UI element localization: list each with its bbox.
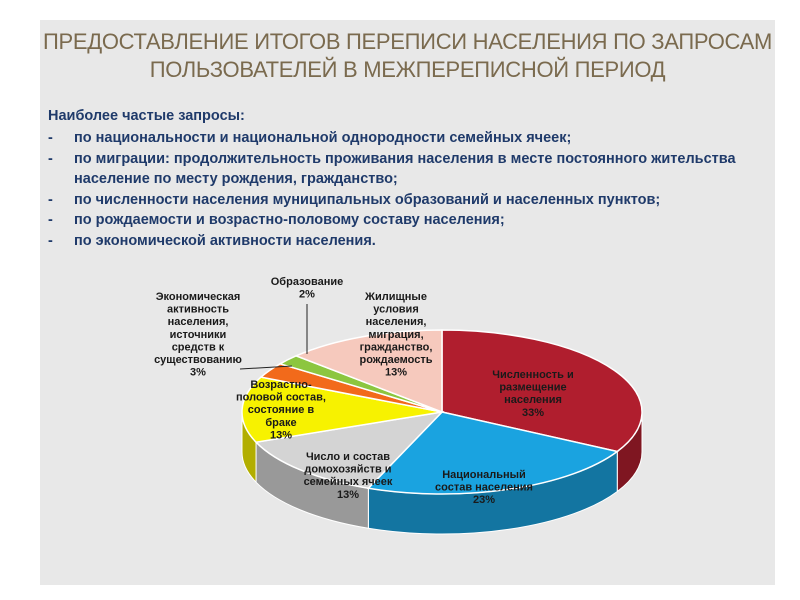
slice-label-line: состояние в bbox=[247, 404, 315, 417]
slice-label-line: условия bbox=[373, 303, 419, 316]
slice-percent: 13% bbox=[269, 429, 293, 442]
slice-label-line: существованию bbox=[154, 354, 242, 366]
slice-percent: 13% bbox=[384, 366, 408, 379]
slice-label-line: населения bbox=[504, 394, 562, 407]
slice-label bbox=[154, 291, 242, 379]
slice-label-line: размещение bbox=[499, 381, 567, 394]
slice-label-line: источники bbox=[169, 328, 227, 341]
slice-percent: 2% bbox=[299, 288, 315, 301]
slice-label bbox=[360, 291, 433, 379]
slice-label-line: гражданство, bbox=[359, 341, 433, 354]
slice-label-line: Численность и bbox=[492, 369, 574, 381]
slice-label-line: семейных ячеек bbox=[303, 476, 393, 489]
list-item-continuation: население по месту рождения, гражданство; bbox=[74, 171, 398, 187]
slice-label-line: Возрастно- bbox=[250, 379, 312, 391]
slice-label-line: состав населения bbox=[435, 481, 533, 494]
slice-label-line: Экономическая bbox=[155, 291, 241, 303]
slice-percent: 23% bbox=[472, 494, 496, 507]
list-item: - по миграции: продолжительность проживания населения в месте постоянного жительства bbox=[48, 150, 736, 167]
intro-text: Наиболее частые запросы: bbox=[48, 108, 245, 124]
list-item: - по численности населения муниципальных образований и населенных пунктов; bbox=[48, 191, 661, 208]
title-line-2: ПОЛЬЗОВАТЕЛЕЙ В МЕЖПЕРЕПИСНОЙ ПЕРИОД bbox=[149, 57, 666, 82]
list-item: - по рождаемости и возрастно-половому составу населения; bbox=[48, 212, 505, 228]
title-line-1: ПРЕДОСТАВЛЕНИЕ ИТОГОВ ПЕРЕПИСИ НАСЕЛЕНИЯ ПО ЗАПРОСАМ bbox=[42, 29, 773, 54]
slice-label-line: браке bbox=[265, 416, 297, 429]
slice-label-line: средств к bbox=[171, 341, 225, 354]
slice-label bbox=[271, 276, 344, 301]
slice-label-line: Число и состав bbox=[305, 451, 391, 463]
slice-percent: 13% bbox=[336, 488, 360, 501]
slice-label-line: населения, bbox=[167, 316, 229, 329]
slice-label-line: Жилищные bbox=[365, 291, 427, 303]
slice-label-line: половой состав, bbox=[236, 391, 326, 404]
slice-label-line: миграция, bbox=[368, 328, 424, 341]
slice-label-line: активность bbox=[166, 303, 230, 316]
slice-label-line: населения, bbox=[365, 316, 427, 329]
slice-label-line: рождаемость bbox=[359, 354, 433, 366]
slice-percent: 3% bbox=[190, 366, 206, 379]
slice-percent: 33% bbox=[521, 406, 545, 419]
list-item: - по экономической активности населения. bbox=[48, 232, 376, 249]
slice-label-line: Образование bbox=[270, 276, 344, 288]
slice-label-line: домохозяйств и bbox=[304, 463, 392, 476]
list-item: - по национальности и национальной однородности семейных ячеек; bbox=[48, 130, 572, 146]
slice-label-line: Национальный bbox=[442, 469, 526, 481]
